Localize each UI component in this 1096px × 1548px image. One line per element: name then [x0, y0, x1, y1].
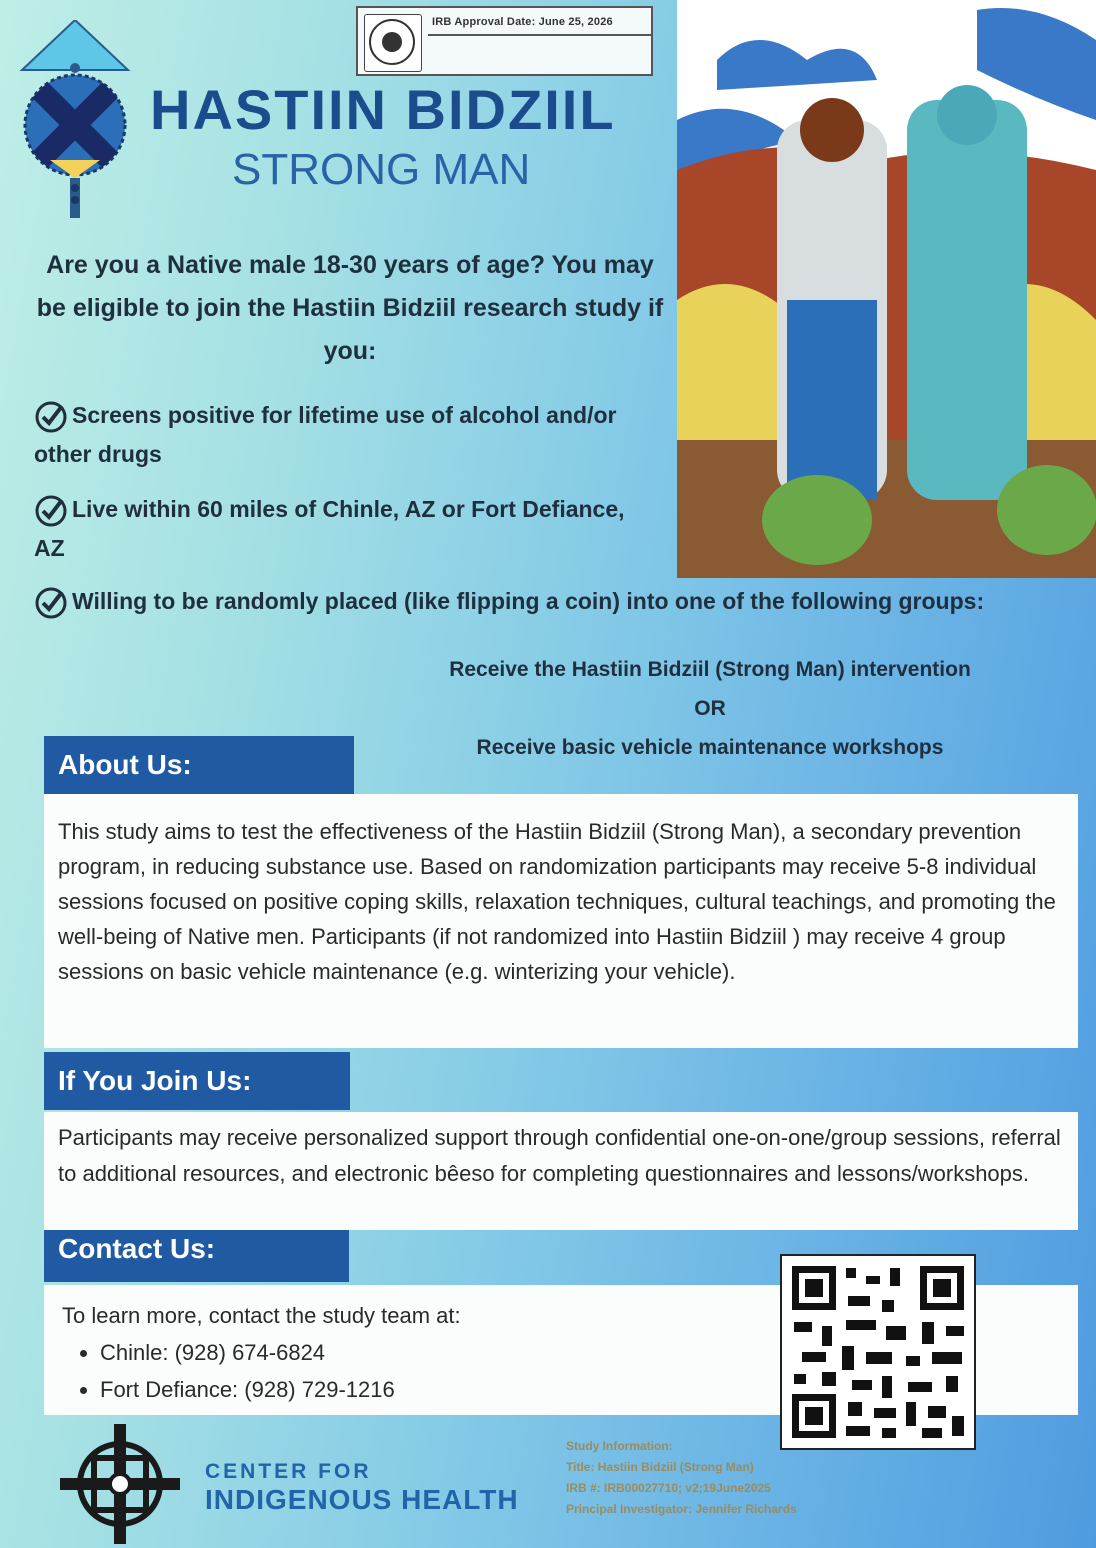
criterion-text: Screens positive for lifetime use of alcohol and/or other drugs: [34, 402, 617, 467]
checkmark-circle-icon: [34, 586, 68, 620]
study-info-pi: Principal Investigator: Jennifer Richards: [566, 1502, 797, 1516]
contact-intro: To learn more, contact the study team at:: [62, 1303, 461, 1328]
eligibility-intro: Are you a Native male 18-30 years of age? You may be eligible to join the Hastiin Bidziil research study if you:: [36, 251, 664, 365]
study-info-irb: IRB #: IRB00027710; v2;19June2025: [566, 1481, 771, 1495]
contact-heading: Contact Us:: [44, 1230, 349, 1282]
org-name-line2: INDIGENOUS HEALTH: [205, 1484, 519, 1515]
criterion-location: [34, 490, 654, 568]
org-name-line1: CENTER FOR: [205, 1460, 372, 1483]
criterion-text: Live within 60 miles of Chinle, AZ or Fort Defiance, AZ: [34, 496, 625, 561]
university-seal-icon: [364, 14, 422, 72]
page-title: HASTIIN BIDZIIL: [150, 78, 616, 141]
criterion-randomization: [34, 582, 1094, 621]
criterion-text: Willing to be randomly placed (like flipping a coin) into one of the following groups:: [72, 588, 985, 614]
study-info-label: Study Information:: [566, 1439, 673, 1453]
about-body: This study aims to test the effectiveness of the Hastiin Bidziil (Strong Man), a secondary prevention program, in reducing substance use. Based on randomization participants may receive 5-8 individual sessions focused on positive coping skills, relaxation techniques, cultural teachings, and promoting the well-being of Native men. Participants (if not randomized into Hastiin Bidziil ) may receive 4 group sessions on basic vehicle maintenance (e.g. winterizing your vehicle).: [44, 794, 1078, 1048]
join-body: Participants may receive personalized support through confidential one-on-one/group sessions, referral to additional resources, and electronic bêeso for completing questionnaires and lessons/workshops.: [44, 1112, 1078, 1230]
page-subtitle: STRONG MAN: [232, 145, 531, 194]
study-info-title: Title: Hastiin Bidziil (Strong Man): [566, 1460, 754, 1474]
criterion-substance-use: [34, 396, 654, 474]
checkmark-circle-icon: [34, 494, 68, 528]
about-heading: About Us:: [44, 736, 354, 794]
group-intervention: Receive the Hastiin Bidziil (Strong Man) intervention: [449, 658, 971, 681]
hastiin-bidziil-logo: [10, 20, 140, 220]
study-groups: [360, 650, 1060, 767]
group-vehicle-workshops: Receive basic vehicle maintenance workshops: [476, 736, 944, 759]
irb-approval-date: IRB Approval Date: June 25, 2026: [432, 16, 613, 28]
qr-code[interactable]: [780, 1254, 976, 1450]
contact-phone-chinle: • Chinle: (928) 674-6824: [100, 1334, 1060, 1371]
group-or: OR: [694, 697, 726, 720]
checkmark-circle-icon: [34, 400, 68, 434]
contact-phone-fort-defiance: • Fort Defiance: (928) 729-1216: [100, 1371, 1060, 1408]
irb-approval-stamp: [356, 6, 653, 76]
center-for-indigenous-health-logo-icon: [60, 1424, 180, 1544]
join-heading: If You Join Us:: [44, 1052, 350, 1110]
illustration-two-men: [677, 0, 1096, 578]
study-information: [566, 1436, 797, 1520]
